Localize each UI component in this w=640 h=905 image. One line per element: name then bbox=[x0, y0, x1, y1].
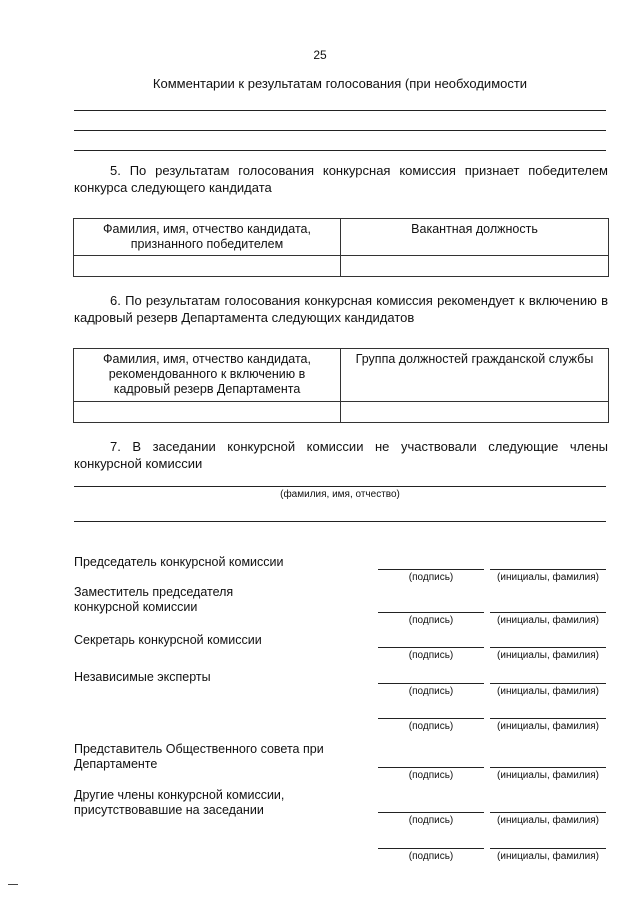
initials-line bbox=[490, 569, 606, 570]
signature-line bbox=[378, 718, 484, 719]
experts-label: Независимые эксперты bbox=[74, 670, 211, 684]
signature-caption: (подпись) bbox=[408, 815, 454, 826]
initials-line bbox=[490, 718, 606, 719]
initials-caption: (инициалы, фамилия) bbox=[497, 721, 599, 732]
signature-caption: (подпись) bbox=[408, 650, 454, 661]
signature-line bbox=[378, 647, 484, 648]
comment-title: Комментарии к результатам голосования (при необходимости bbox=[152, 76, 528, 91]
initials-line bbox=[490, 683, 606, 684]
initials-caption: (инициалы, фамилия) bbox=[497, 686, 599, 697]
signature-caption: (подпись) bbox=[408, 686, 454, 697]
signature-line bbox=[378, 612, 484, 613]
table-row bbox=[74, 402, 609, 423]
table-cell bbox=[74, 256, 341, 277]
comment-line-2 bbox=[74, 130, 606, 131]
scan-mark bbox=[8, 884, 18, 885]
chairman-label: Председатель конкурсной комиссии bbox=[74, 555, 284, 569]
signature-caption: (подпись) bbox=[408, 851, 454, 862]
comment-line-1 bbox=[74, 110, 606, 111]
initials-caption: (инициалы, фамилия) bbox=[497, 851, 599, 862]
page-number: 25 bbox=[313, 48, 327, 62]
table-cell bbox=[74, 402, 341, 423]
signature-caption: (подпись) bbox=[408, 572, 454, 583]
other-members-label: Другие члены конкурсной комиссии, присутствовавшие на заседании bbox=[74, 788, 285, 817]
reserve-candidate-header: Фамилия, имя, отчество кандидата, рекомендованного к включению в кадровый резерв Департамента bbox=[74, 349, 341, 402]
reserve-table bbox=[73, 348, 609, 423]
initials-caption: (инициалы, фамилия) bbox=[497, 770, 599, 781]
initials-line bbox=[490, 812, 606, 813]
initials-caption: (инициалы, фамилия) bbox=[497, 572, 599, 583]
absent-members-line-2 bbox=[74, 521, 606, 522]
initials-line bbox=[490, 647, 606, 648]
vacant-position-header: Вакантная должность bbox=[341, 219, 609, 256]
initials-line bbox=[490, 848, 606, 849]
section-5-text: 5. По результатам голосования конкурсная комиссия признает победителем конкурса следующего кандидата bbox=[74, 163, 608, 195]
initials-line bbox=[490, 612, 606, 613]
signature-caption: (подпись) bbox=[408, 615, 454, 626]
section-6-text: 6. По результатам голосования конкурсная комиссия рекомендует к включению в кадровый резерв Департамента следующих кандидатов bbox=[74, 293, 608, 325]
signature-line bbox=[378, 683, 484, 684]
winner-name-header: Фамилия, имя, отчество кандидата, признанного победителем bbox=[74, 219, 341, 256]
signature-caption: (подпись) bbox=[408, 721, 454, 732]
table-header-row bbox=[74, 219, 609, 256]
signature-line bbox=[378, 569, 484, 570]
winner-table bbox=[73, 218, 609, 277]
table-cell bbox=[341, 402, 609, 423]
absent-members-line bbox=[74, 486, 606, 487]
signature-line bbox=[378, 812, 484, 813]
table-row bbox=[74, 256, 609, 277]
signature-line bbox=[378, 848, 484, 849]
public-council-label: Представитель Общественного совета при Департаменте bbox=[74, 742, 324, 771]
table-cell bbox=[341, 256, 609, 277]
signature-line bbox=[378, 767, 484, 768]
deputy-label: Заместитель председателя конкурсной комиссии bbox=[74, 585, 234, 614]
section-7-text: 7. В заседании конкурсной комиссии не участвовали следующие члены конкурсной комиссии bbox=[74, 439, 608, 471]
initials-caption: (инициалы, фамилия) bbox=[497, 815, 599, 826]
table-header-row bbox=[74, 349, 609, 402]
signature-caption: (подпись) bbox=[408, 770, 454, 781]
initials-caption: (инициалы, фамилия) bbox=[497, 650, 599, 661]
secretary-label: Секретарь конкурсной комиссии bbox=[74, 633, 262, 647]
fio-caption: (фамилия, имя, отчество) bbox=[280, 489, 400, 500]
comment-line-3 bbox=[74, 150, 606, 151]
initials-caption: (инициалы, фамилия) bbox=[497, 615, 599, 626]
initials-line bbox=[490, 767, 606, 768]
service-group-header: Группа должностей гражданской службы bbox=[341, 349, 609, 402]
